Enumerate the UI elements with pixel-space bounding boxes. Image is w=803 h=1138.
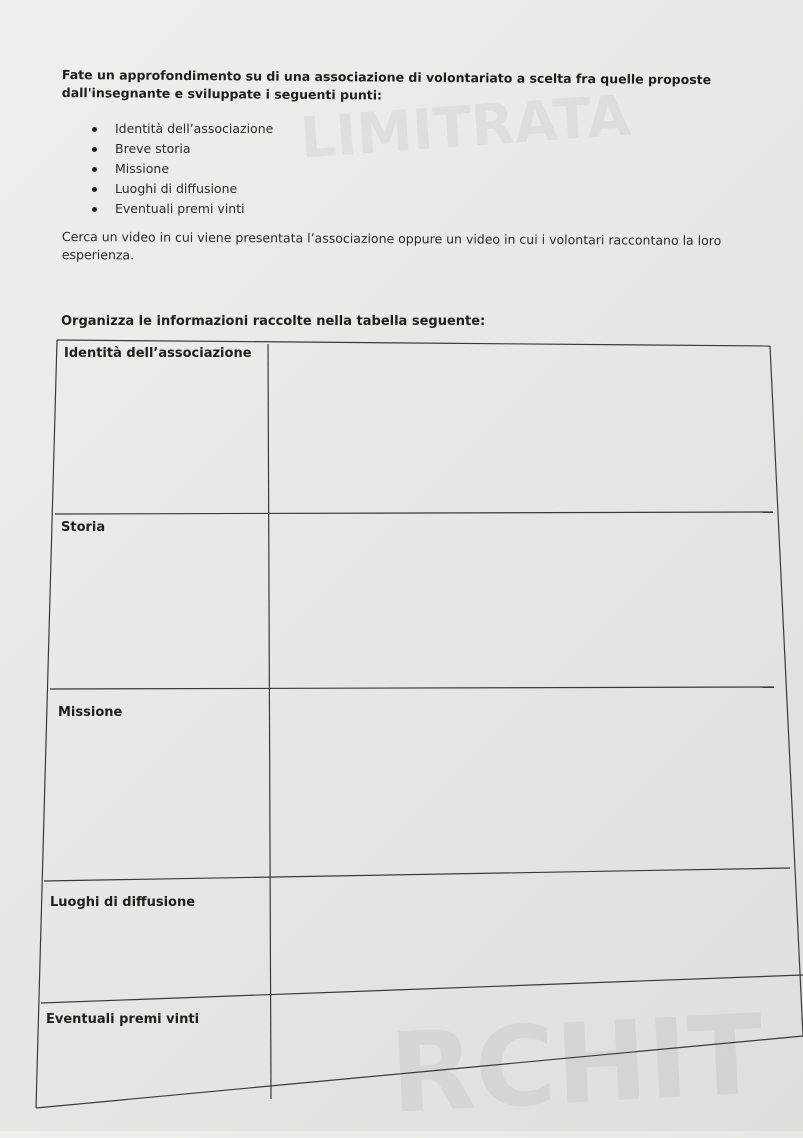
table-row-divider	[55, 512, 773, 514]
table-row-divider	[50, 687, 774, 689]
row-label-identity: Identità dell’associazione	[64, 346, 252, 361]
list-item: Breve storia	[88, 139, 273, 159]
row-label-mission: Missione	[58, 705, 123, 720]
row-label-awards: Eventuali premi vinti	[46, 1012, 200, 1027]
points-list	[88, 119, 273, 219]
table-border-left	[36, 340, 57, 1108]
table-instruction: Organizza le informazioni raccolte nella tabella seguente:	[61, 314, 486, 329]
table-border-bottom	[36, 1036, 803, 1108]
list-item: Missione	[88, 159, 273, 179]
table-row-divider	[44, 868, 790, 881]
row-label-history: Storia	[61, 520, 106, 535]
table-border-top	[57, 340, 770, 346]
table-border-right	[770, 346, 803, 1036]
row-label-places: Luoghi di diffusione	[50, 895, 196, 910]
background-ghost-text-bottom: RCHIT	[386, 990, 767, 1138]
table-row-divider	[41, 975, 803, 1003]
video-task: Cerca un video in cui viene presentata l’associazione oppure un video in cui i volontari raccontano la loro esperienza.	[61, 228, 722, 263]
list-item: Luoghi di diffusione	[88, 179, 273, 199]
background-ghost-text-top: LIMITRATA	[298, 83, 633, 172]
assignment-instructions: Fate un approfondimento su di una associazione di volontariato a scelta fra quelle proposte dall'insegnante e sviluppate i seguenti punti:	[61, 66, 712, 103]
list-item: Identità dell’associazione	[88, 119, 273, 139]
list-item: Eventuali premi vinti	[88, 199, 273, 219]
table-column-divider	[268, 344, 271, 1099]
